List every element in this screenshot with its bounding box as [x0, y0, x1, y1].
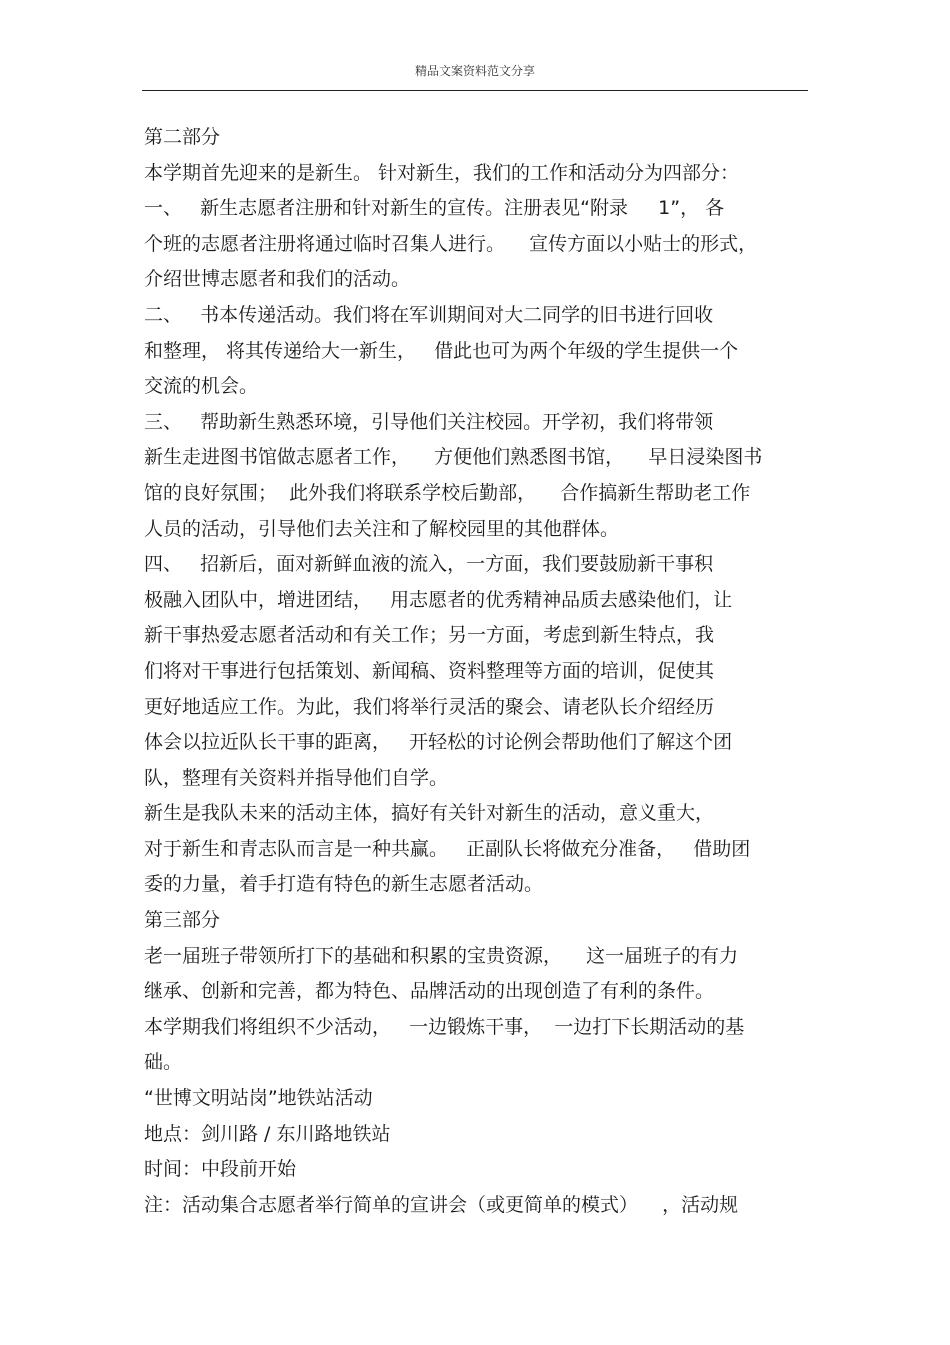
section-heading-part-three: 第三部分: [144, 909, 221, 932]
text-line: 馆的良好氛围； 此外我们将联系学校后勤部， 合作搞新生帮助老工作: [144, 481, 751, 504]
text-line: 三、 帮助新生熟悉环境，引导他们关注校园。开学初，我们将带领: [144, 410, 714, 433]
text-line: 老一届班子带领所打下的基础和积累的宝贵资源， 这一届班子的有力: [144, 944, 739, 967]
text-line: 四、 招新后，面对新鲜血液的流入，一方面，我们要鼓励新干事积: [144, 553, 714, 576]
text-line: 个班的志愿者注册将通过临时召集人进行。 宣传方面以小贴士的形式，: [144, 232, 758, 255]
document-body: [144, 120, 816, 1223]
activity-location: 地点：剑川路 / 东川路地铁站: [144, 1122, 391, 1145]
text-line: 更好地适应工作。为此，我们将举行灵活的聚会、请老队长介绍经历: [144, 695, 715, 718]
page-header: 精品文案资料范文分享: [414, 64, 535, 78]
text-line: 交流的机会。: [144, 375, 259, 398]
text-line: 介绍世博志愿者和我们的活动。: [144, 268, 411, 291]
text-line: 二、 书本传递活动。我们将在军训期间对大二同学的旧书进行回收: [144, 303, 714, 326]
text-line: 新生是我队未来的活动主体，搞好有关针对新生的活动，意义重大，: [144, 802, 715, 825]
text-line: 本学期我们将组织不少活动， 一边锻炼干事， 一边打下长期活动的基: [144, 1015, 745, 1038]
text-line: 本学期首先迎来的是新生。 针对新生，我们的工作和活动分为四部分：: [144, 161, 740, 184]
section-heading-part-two: 第二部分: [144, 126, 221, 148]
text-line: 和整理， 将其传递给大一新生， 借此也可为两个年级的学生提供一个: [144, 339, 739, 362]
text-line: 们将对干事进行包括策划、新闻稿、资料整理等方面的培训，促使其: [144, 659, 715, 682]
text-line: 体会以拉近队长干事的距离， 开轻松的讨论例会帮助他们了解这个团: [144, 731, 733, 754]
text-line: 队，整理有关资料并指导他们自学。: [144, 766, 449, 789]
activity-title: “世博文明站岗”地铁站活动: [144, 1087, 373, 1110]
text-line: 新生走进图书馆做志愿者工作， 方便他们熟悉图书馆， 早日浸染图书: [144, 446, 763, 469]
text-line: 础。: [144, 1051, 183, 1074]
text-line: 一、 新生志愿者注册和针对新生的宣传。注册表见“附录 1”， 各: [144, 197, 725, 220]
text-line: 对于新生和青志队而言是一种共赢。 正副队长将做充分准备， 借助团: [144, 837, 751, 860]
text-line: 人员的活动，引导他们去关注和了解校园里的其他群体。: [144, 517, 620, 540]
text-line: 委的力量，着手打造有特色的新生志愿者活动。: [144, 873, 544, 896]
text-line: 极融入团队中，增进团结， 用志愿者的优秀精神品质去感染他们，让: [144, 588, 733, 611]
text-line: 继承、创新和完善，都为特色、品牌活动的出现创造了有利的条件。: [144, 980, 715, 1003]
header-divider: [142, 90, 808, 91]
activity-note: 注：活动集合志愿者举行简单的宣讲会（或更简单的模式） ，活动规: [144, 1193, 739, 1216]
text-line: 新干事热爱志愿者活动和有关工作；另一方面，考虑到新生特点，我: [144, 624, 715, 647]
activity-time: 时间：中段前开始: [144, 1158, 297, 1181]
